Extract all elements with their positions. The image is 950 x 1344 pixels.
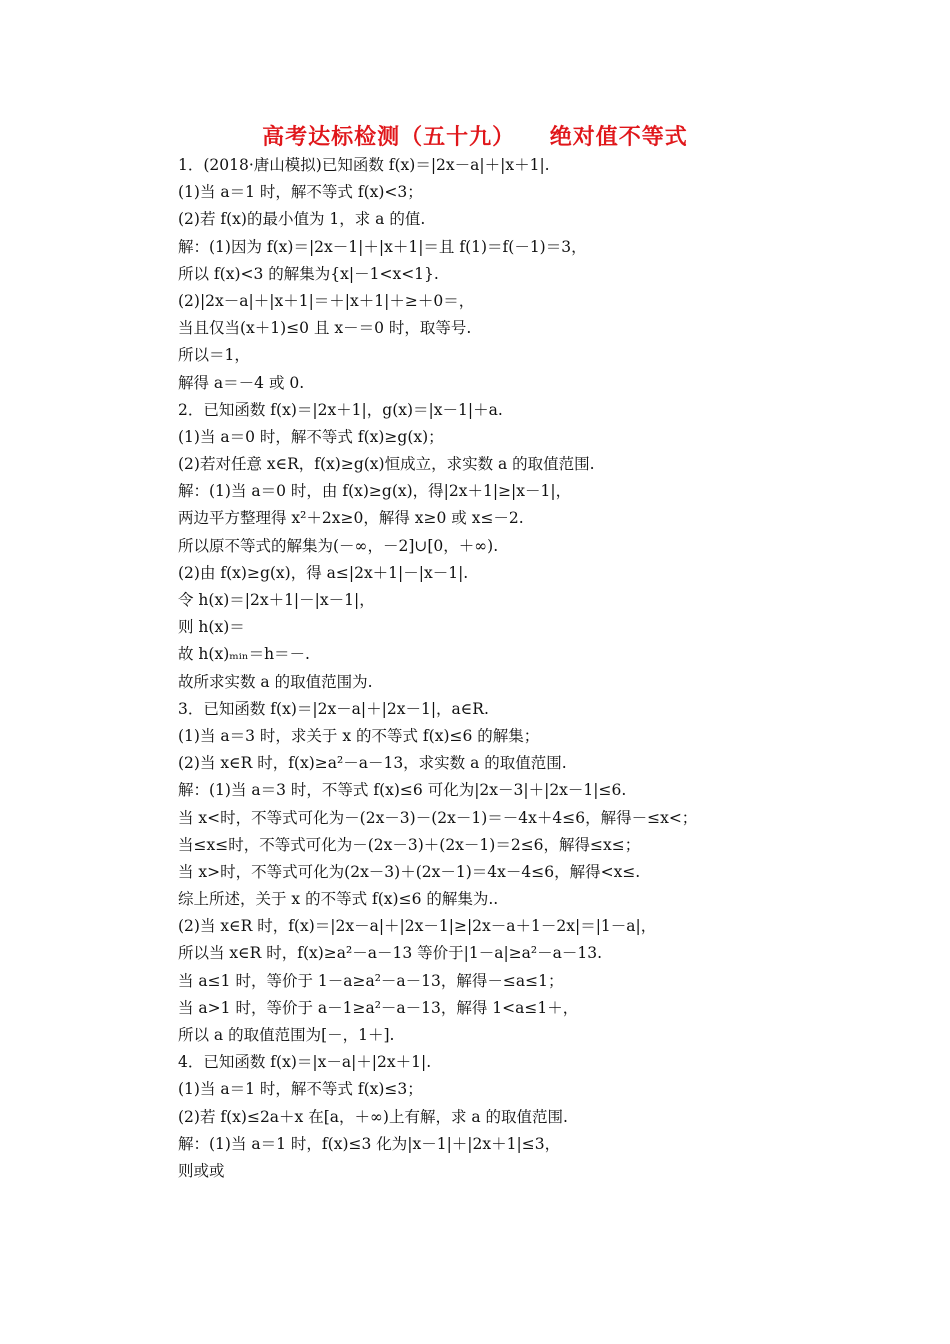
text-line: 解：(1)当 a＝0 时，由 f(x)≥g(x)，得|2x＋1|≥|x－1|，	[178, 482, 572, 501]
text-line: 所以＝1，	[178, 346, 250, 365]
text-line: 所以 a 的取值范围为[－，1＋].	[178, 1026, 395, 1044]
text-line: (2)当 x∈R 时，f(x)≥a²－a－13，求实数 a 的取值范围.	[178, 754, 567, 773]
text-line: (1)当 a＝0 时，解不等式 f(x)≥g(x)；	[178, 427, 444, 446]
text-line: 解得 a＝－4 或 0.	[178, 373, 305, 392]
text-line: 当 a>1 时，等价于 a－1≥a²－a－13，解得 1<a≤1＋，	[178, 998, 579, 1017]
text-line: 综上所述，关于 x 的不等式 f(x)≤6 的解集为..	[178, 890, 499, 909]
text-line: 解：(1)当 a＝1 时，f(x)≤3 化为|x－1|＋|2x＋1|≤3，	[178, 1134, 561, 1153]
text-line: 故所求实数 a 的取值范围为.	[178, 672, 373, 691]
text-line: 所以 f(x)<3 的解集为{x|－1<x<1}.	[178, 264, 439, 283]
text-line: 3．已知函数 f(x)＝|2x－a|＋|2x－1|，a∈R.	[178, 699, 489, 718]
text-line: 两边平方整理得 x²＋2x≥0，解得 x≥0 或 x≤－2.	[178, 509, 524, 528]
text-line: (2)|2x－a|＋|x＋1|＝＋|x＋1|＋≥＋0＝，	[178, 291, 475, 310]
text-line: 当且仅当(x＋1)≤0 且 x－＝0 时，取等号.	[178, 319, 472, 338]
text-line: (2)若 f(x)≤2a＋x 在[a，＋∞)上有解，求 a 的取值范围.	[178, 1107, 568, 1126]
text-line: (1)当 a＝3 时，求关于 x 的不等式 f(x)≤6 的解集；	[178, 726, 540, 745]
document-title: 高考达标检测（五十九） 绝对值不等式	[262, 125, 688, 150]
text-line: 故 h(x)ₘᵢₙ＝h＝－.	[178, 645, 310, 664]
text-line: 解：(1)因为 f(x)＝|2x－1|＋|x＋1|＝且 f(1)＝f(－1)＝3，	[178, 237, 587, 256]
text-line: 4．已知函数 f(x)＝|x－a|＋|2x＋1|.	[178, 1053, 432, 1072]
text-line: 当 a≤1 时，等价于 1－a≥a²－a－13，解得－≤a≤1；	[178, 971, 564, 990]
text-line: 当≤x≤时，不等式可化为－(2x－3)＋(2x－1)＝2≤6，解得≤x≤；	[178, 835, 641, 854]
text-line: (2)当 x∈R 时，f(x)＝|2x－a|＋|2x－1|≥|2x－a＋1－2x|＝|1－a|，	[178, 917, 657, 936]
text-line: 当 x>时，不等式可化为(2x－3)＋(2x－1)＝4x－4≤6，解得<x≤.	[178, 862, 641, 881]
text-line: 则或或	[178, 1161, 225, 1180]
text-line: 解：(1)当 a＝3 时，不等式 f(x)≤6 可化为|2x－3|＋|2x－1|≤6.	[178, 781, 627, 800]
text-line: 当 x<时，不等式可化为－(2x－3)－(2x－1)＝－4x＋4≤6，解得－≤x<；	[178, 808, 698, 827]
text-line: 所以当 x∈R 时，f(x)≥a²－a－13 等价于|1－a|≥a²－a－13.	[178, 944, 603, 963]
text-line: (2)由 f(x)≥g(x)，得 a≤|2x＋1|－|x－1|.	[178, 563, 469, 582]
text-line: (1)当 a＝1 时，解不等式 f(x)≤3；	[178, 1080, 423, 1099]
document-body	[178, 152, 778, 1185]
text-line: (2)若 f(x)的最小值为 1，求 a 的值.	[178, 210, 426, 229]
text-line: (2)若对任意 x∈R，f(x)≥g(x)恒成立，求实数 a 的取值范围.	[178, 455, 595, 474]
text-line: 1．(2018·唐山模拟)已知函数 f(x)＝|2x－a|＋|x＋1|.	[178, 156, 550, 174]
text-line: (1)当 a＝1 时，解不等式 f(x)<3；	[178, 183, 423, 202]
text-line: 则 h(x)＝	[178, 618, 245, 637]
text-line: 令 h(x)＝|2x＋1|－|x－1|，	[178, 591, 375, 609]
text-line: 2．已知函数 f(x)＝|2x＋1|，g(x)＝|x－1|＋a.	[178, 400, 503, 419]
text-line: 所以原不等式的解集为(－∞，－2]∪[0，＋∞).	[178, 536, 499, 555]
